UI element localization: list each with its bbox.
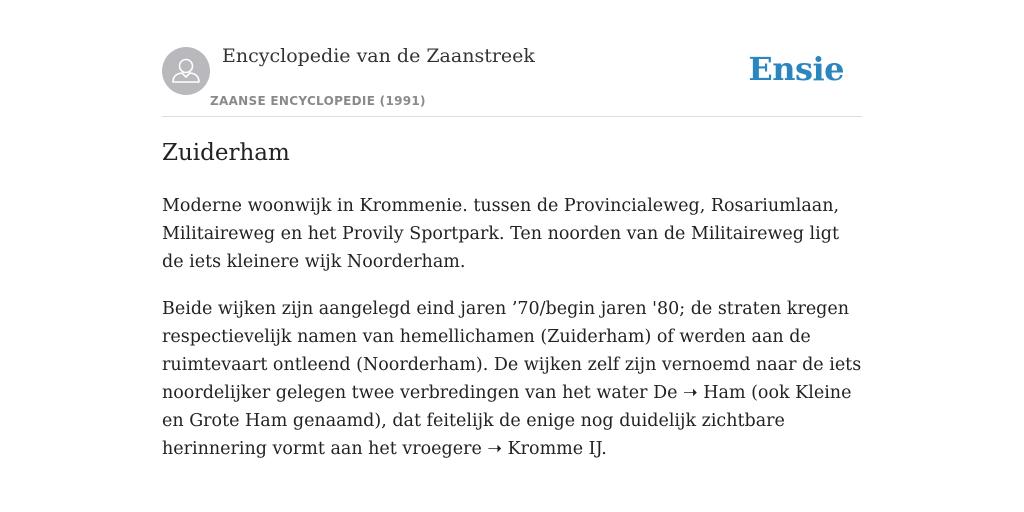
source-subtitle[interactable]: ZAANSE ENCYCLOPEDIE (1991): [210, 94, 426, 108]
source-title[interactable]: Encyclopedie van de Zaanstreek: [222, 45, 535, 67]
paragraph-2-text: .: [601, 439, 607, 459]
paragraph-1: Moderne woonwijk in Krommenie. tussen de Provincialeweg, Rosariumlaan, Militaireweg en het Provily Sportpark. Ten noorden van de Militaireweg ligt de iets kleinere wijk Noorderham.: [162, 196, 840, 272]
paragraph-2-text: (ook Kleine en Grote Ham genaamd), dat feitelijk de enige nog duidelijk zichtbare herinnering vormt aan het vroegere: [162, 383, 852, 459]
link-kromme-ij[interactable]: ➝ Kromme IJ: [487, 439, 602, 459]
link-ham[interactable]: ➝ Ham: [683, 383, 746, 403]
source-header: [162, 0, 862, 117]
paragraph-2: [162, 295, 862, 463]
ensie-logo[interactable]: Ensie: [748, 50, 844, 88]
page-title: Zuiderham: [162, 140, 290, 166]
user-icon: [162, 47, 210, 95]
page-content: [162, 0, 862, 459]
avatar[interactable]: [162, 47, 210, 95]
paragraph-2-text: Beide wijken zijn aangelegd eind jaren ’70/begin jaren '80; de straten kregen respectievelijk namen van hemellichamen (Zuiderham) of werden aan de ruimtevaart ontleend (Noorderham). De wijken zelf zijn vernoemd naar de iets noordelijker gelegen twee verbredingen van het water De: [162, 299, 862, 403]
